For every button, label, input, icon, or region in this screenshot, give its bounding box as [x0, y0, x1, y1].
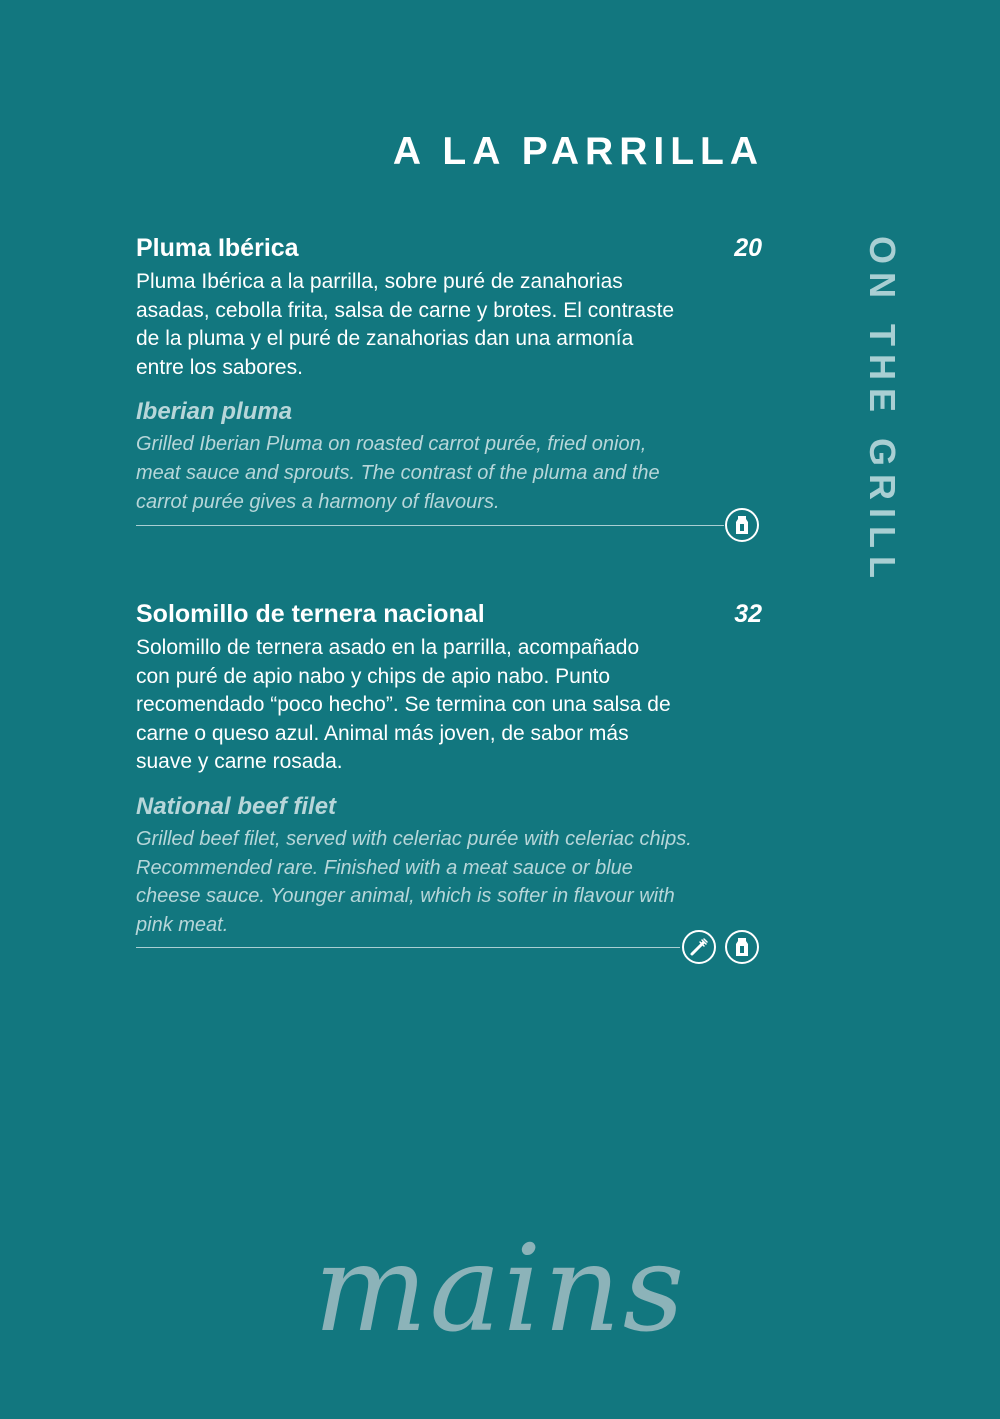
- milk-carton-icon: [725, 508, 759, 542]
- item-english-name: National beef filet: [136, 792, 337, 820]
- item-english-name: Iberian pluma: [136, 398, 293, 426]
- menu-item-pluma-iberica: [136, 232, 762, 516]
- item-description: Pluma Ibérica a la parrilla, sobre puré de zanahorias asadas, cebolla frita, salsa de carne y brotes. El contraste de la pluma y el puré de zanahorias dan una armonía entre los sabores.: [136, 270, 675, 379]
- menu-item-solomillo: [136, 598, 762, 939]
- milk-carton-icon: [725, 930, 759, 964]
- item-divider: [136, 947, 680, 948]
- item-description: Solomillo de ternera asado en la parrilla, acompañado con puré de apio nabo y chips de apio nabo. Punto recomendado “poco hecho”. Se termina con una salsa de carne o queso azul. Animal más joven, de sabor más suave y carne rosada.: [136, 636, 671, 774]
- item-english-description: Grilled beef filet, served with celeriac purée with celeriac chips. Recommended rare. Finished with a meat sauce or blue cheese sauce. Younger animal, which is softer in flavour with pink meat.: [136, 827, 692, 936]
- side-title: ON THE GRILL: [862, 236, 903, 586]
- section-title-mains: mains: [313, 1220, 687, 1359]
- celery-icon: [682, 930, 716, 964]
- page-title: A LA PARRILLA: [392, 130, 764, 173]
- item-name: Solomillo de ternera nacional: [136, 600, 485, 628]
- item-price: 32: [734, 600, 762, 628]
- item-price: 20: [734, 234, 762, 262]
- item-divider: [136, 525, 724, 526]
- item-name: Pluma Ibérica: [136, 234, 299, 262]
- item-english-description: Grilled Iberian Pluma on roasted carrot purée, fried onion, meat sauce and sprouts. The contrast of the pluma and the carrot purée gives a harmony of flavours.: [136, 433, 660, 513]
